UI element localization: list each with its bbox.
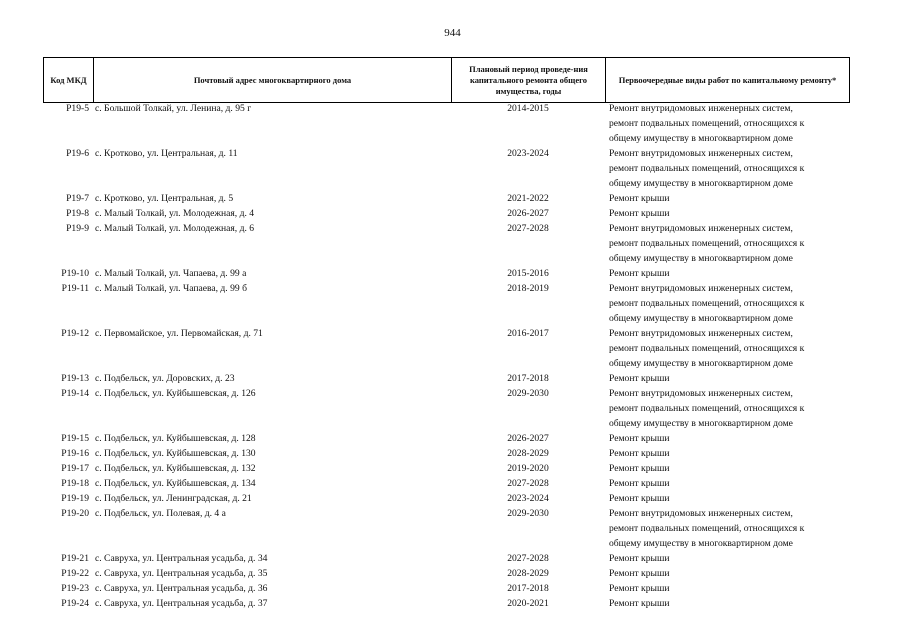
table-row — [43, 101, 849, 146]
works-line: Ремонт крыши — [609, 598, 670, 609]
works-line: Ремонт крыши — [609, 478, 670, 489]
table-row — [43, 596, 849, 611]
address-cell: с. Малый Толкай, ул. Молодежная, д. 6 — [95, 223, 255, 234]
works-cell — [605, 326, 849, 371]
header-works: Первоочередные виды работ по капитальному ремонту* — [606, 58, 850, 103]
works-cell — [605, 101, 849, 146]
period-cell: 2014-2015 — [507, 103, 549, 114]
header-code: Код МКД — [44, 58, 94, 103]
address-cell: с. Малый Толкай, ул. Чапаева, д. 99 б — [95, 283, 247, 294]
period-cell: 2023-2024 — [507, 493, 549, 504]
table-body — [43, 101, 849, 611]
works-cell — [605, 431, 849, 446]
address-cell: с. Большой Толкай, ул. Ленина, д. 95 г — [95, 103, 252, 114]
works-line: ремонт подвальных помещений, относящихся к — [609, 298, 805, 309]
table-row — [43, 191, 849, 206]
works-cell — [605, 371, 849, 386]
works-line: общему имуществу в многоквартирном доме — [609, 178, 793, 189]
works-cell — [605, 386, 849, 431]
table-row — [43, 551, 849, 566]
address-cell: с. Подбельск, ул. Полевая, д. 4 а — [95, 508, 226, 519]
works-line: Ремонт внутридомовых инженерных систем, — [609, 223, 793, 234]
address-cell: с. Подбельск, ул. Куйбышевская, д. 134 — [95, 478, 256, 489]
mkd-code-cell: Р19-6 — [66, 148, 89, 159]
works-line: Ремонт крыши — [609, 193, 670, 204]
mkd-code-cell: Р19-5 — [66, 103, 89, 114]
works-line: Ремонт крыши — [609, 553, 670, 564]
works-line: ремонт подвальных помещений, относящихся к — [609, 403, 805, 414]
works-line: Ремонт внутридомовых инженерных систем, — [609, 508, 793, 519]
period-cell: 2017-2018 — [507, 583, 549, 594]
works-line: общему имуществу в многоквартирном доме — [609, 418, 793, 429]
period-cell: 2021-2022 — [507, 193, 549, 204]
period-cell: 2023-2024 — [507, 148, 549, 159]
mkd-code-cell: Р19-12 — [61, 328, 89, 339]
table-row — [43, 431, 849, 446]
period-cell: 2019-2020 — [507, 463, 549, 474]
address-cell: с. Подбельск, ул. Куйбышевская, д. 130 — [95, 448, 256, 459]
works-line: Ремонт крыши — [609, 568, 670, 579]
works-cell — [605, 566, 849, 581]
works-cell — [605, 476, 849, 491]
table-row — [43, 326, 849, 371]
address-cell: с. Подбельск, ул. Куйбышевская, д. 126 — [95, 388, 256, 399]
works-line: общему имуществу в многоквартирном доме — [609, 313, 793, 324]
period-cell: 2018-2019 — [507, 283, 549, 294]
works-cell — [605, 446, 849, 461]
period-cell: 2028-2029 — [507, 448, 549, 459]
mkd-code-cell: Р19-15 — [61, 433, 89, 444]
mkd-code-cell: Р19-20 — [61, 508, 89, 519]
mkd-code-cell: Р19-10 — [61, 268, 89, 279]
table-row — [43, 206, 849, 221]
mkd-code-cell: Р19-7 — [66, 193, 89, 204]
table-row — [43, 566, 849, 581]
address-cell: с. Савруха, ул. Центральная усадьба, д. 35 — [95, 568, 268, 579]
period-cell: 2029-2030 — [507, 388, 549, 399]
table-row — [43, 461, 849, 476]
works-line: Ремонт внутридомовых инженерных систем, — [609, 148, 793, 159]
table-row — [43, 371, 849, 386]
works-line: общему имуществу в многоквартирном доме — [609, 253, 793, 264]
mkd-code-cell: Р19-22 — [61, 568, 89, 579]
table-row — [43, 446, 849, 461]
works-cell — [605, 581, 849, 596]
address-cell: с. Савруха, ул. Центральная усадьба, д. 37 — [95, 598, 268, 609]
period-cell: 2020-2021 — [507, 598, 549, 609]
address-cell: с. Подбельск, ул. Доровских, д. 23 — [95, 373, 235, 384]
works-line: Ремонт крыши — [609, 208, 670, 219]
mkd-code-cell: Р19-17 — [61, 463, 89, 474]
mkd-code-cell: Р19-23 — [61, 583, 89, 594]
works-line: Ремонт крыши — [609, 433, 670, 444]
mkd-code-cell: Р19-21 — [61, 553, 89, 564]
works-cell — [605, 491, 849, 506]
works-cell — [605, 281, 849, 326]
mkd-code-cell: Р19-14 — [61, 388, 89, 399]
period-cell: 2028-2029 — [507, 568, 549, 579]
period-cell: 2016-2017 — [507, 328, 549, 339]
mkd-code-cell: Р19-16 — [61, 448, 89, 459]
period-cell: 2026-2027 — [507, 433, 549, 444]
table-row — [43, 476, 849, 491]
address-cell: с. Малый Толкай, ул. Чапаева, д. 99 а — [95, 268, 247, 279]
works-cell — [605, 266, 849, 281]
works-line: Ремонт внутридомовых инженерных систем, — [609, 328, 793, 339]
period-cell: 2027-2028 — [507, 223, 549, 234]
works-line: Ремонт крыши — [609, 373, 670, 384]
address-cell: с. Подбельск, ул. Ленинградская, д. 21 — [95, 493, 252, 504]
works-line: ремонт подвальных помещений, относящихся к — [609, 118, 805, 129]
address-cell: с. Подбельск, ул. Куйбышевская, д. 132 — [95, 463, 256, 474]
works-cell — [605, 191, 849, 206]
table-row — [43, 581, 849, 596]
period-cell: 2017-2018 — [507, 373, 549, 384]
mkd-code-cell: Р19-11 — [61, 283, 89, 294]
table-header — [43, 57, 850, 103]
period-cell: 2027-2028 — [507, 478, 549, 489]
works-line: общему имуществу в многоквартирном доме — [609, 358, 793, 369]
address-cell: с. Савруха, ул. Центральная усадьба, д. 36 — [95, 583, 268, 594]
mkd-code-cell: Р19-13 — [61, 373, 89, 384]
address-cell: с. Кротково, ул. Центральная, д. 11 — [95, 148, 238, 159]
works-line: ремонт подвальных помещений, относящихся к — [609, 238, 805, 249]
table-row — [43, 266, 849, 281]
table-row — [43, 146, 849, 191]
table-row — [43, 221, 849, 266]
mkd-code-cell: Р19-8 — [66, 208, 89, 219]
works-cell — [605, 596, 849, 611]
works-line: ремонт подвальных помещений, относящихся к — [609, 523, 805, 534]
header-period: Плановый период проведе-ния капитального ремонта общего имущества, годы — [452, 58, 606, 103]
table-row — [43, 506, 849, 551]
works-line: Ремонт крыши — [609, 493, 670, 504]
address-cell: с. Кротково, ул. Центральная, д. 5 — [95, 193, 234, 204]
mkd-code-cell: Р19-19 — [61, 493, 89, 504]
works-line: ремонт подвальных помещений, относящихся к — [609, 163, 805, 174]
header-address: Почтовый адрес многоквартирного дома — [94, 58, 452, 103]
address-cell: с. Подбельск, ул. Куйбышевская, д. 128 — [95, 433, 256, 444]
works-line: Ремонт внутридомовых инженерных систем, — [609, 388, 793, 399]
works-cell — [605, 506, 849, 551]
period-cell: 2027-2028 — [507, 553, 549, 564]
works-cell — [605, 146, 849, 191]
address-cell: с. Савруха, ул. Центральная усадьба, д. 34 — [95, 553, 268, 564]
works-line: общему имуществу в многоквартирном доме — [609, 538, 793, 549]
works-cell — [605, 221, 849, 266]
works-line: Ремонт крыши — [609, 448, 670, 459]
works-cell — [605, 206, 849, 221]
works-line: Ремонт крыши — [609, 268, 670, 279]
period-cell: 2029-2030 — [507, 508, 549, 519]
table-row — [43, 491, 849, 506]
address-cell: с. Первомайское, ул. Первомайская, д. 71 — [95, 328, 263, 339]
works-line: Ремонт крыши — [609, 583, 670, 594]
table-row — [43, 281, 849, 326]
table-row — [43, 386, 849, 431]
period-cell: 2015-2016 — [507, 268, 549, 279]
works-line: Ремонт внутридомовых инженерных систем, — [609, 103, 793, 114]
mkd-code-cell: Р19-9 — [66, 223, 89, 234]
period-cell: 2026-2027 — [507, 208, 549, 219]
page-number: 944 — [444, 27, 461, 39]
address-cell: с. Малый Толкай, ул. Молодежная, д. 4 — [95, 208, 255, 219]
works-cell — [605, 551, 849, 566]
works-line: общему имуществу в многоквартирном доме — [609, 133, 793, 144]
works-line: Ремонт крыши — [609, 463, 670, 474]
works-line: Ремонт внутридомовых инженерных систем, — [609, 283, 793, 294]
mkd-code-cell: Р19-24 — [61, 598, 89, 609]
works-line: ремонт подвальных помещений, относящихся к — [609, 343, 805, 354]
mkd-code-cell: Р19-18 — [61, 478, 89, 489]
works-cell — [605, 461, 849, 476]
